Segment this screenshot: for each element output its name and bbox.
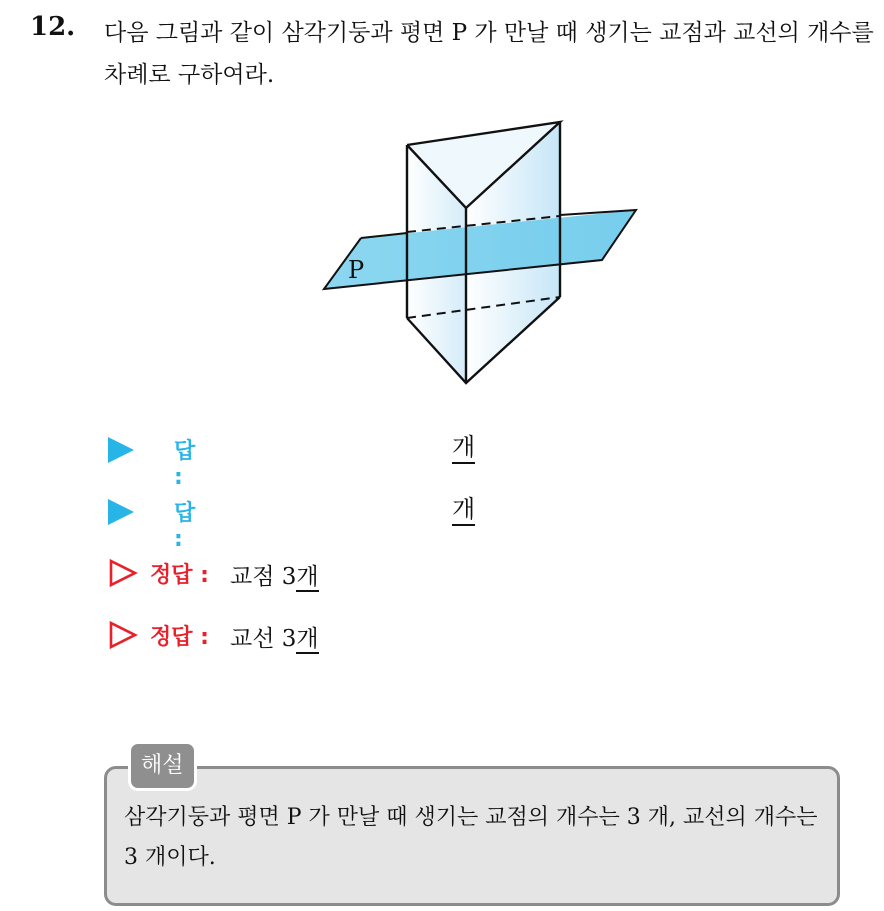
question-text: 다음 그림과 같이 삼각기둥과 평면 P 가 만날 때 생기는 교점과 교선의 개수를 차례로 구하여라. (104, 20, 874, 88)
answer-arrow-icon (108, 437, 134, 463)
explanation-text: 삼각기둥과 평면 P 가 만날 때 생기는 교점의 개수는 3 개, 교선의 개수는 3 개이다. (124, 805, 818, 870)
correct-arrow-icon (108, 558, 138, 588)
question-number: 12. (30, 12, 76, 42)
plane-label: P (348, 256, 365, 284)
answer-row-1 (108, 432, 196, 490)
correct-label: 정답 : (150, 563, 209, 588)
correct-label: 정답 : (150, 625, 209, 650)
correct-arrow-icon (108, 620, 138, 650)
answer-unit: 개 (452, 432, 475, 464)
answer-label: 답 : (174, 501, 196, 552)
explanation-tag: 해설 (128, 741, 197, 791)
answer-unit: 개 (452, 494, 475, 526)
correct-answer-1: 교점 3개 (230, 564, 319, 590)
correct-answer-2: 교선 3개 (230, 626, 319, 652)
answer-arrow-icon (108, 499, 134, 525)
answer-label: 답 : (174, 439, 196, 490)
answer-row-2 (108, 494, 196, 552)
